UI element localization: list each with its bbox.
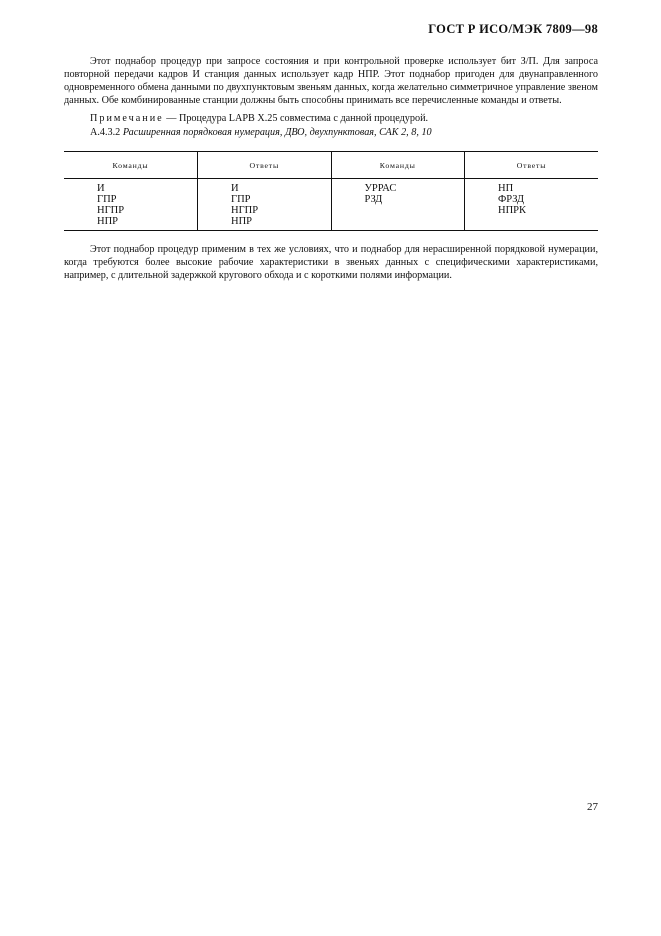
list-item: НП xyxy=(498,183,514,194)
list-item: РЗД xyxy=(364,194,383,205)
paragraph-1: Этот поднабор процедур при запросе состояния и при контрольной проверке использует бит З/П. Для запроса повторной передачи кадров И станция данных использует кадр НПР. Этот поднабор пригоден для двунаправленного одновременного обмена данными по двухпунктовым звеньям данных, когда желательно симметричное управление звеном данных. Обе комбинированные станции должны быть способны принимать все перечисленные команды и ответы. xyxy=(64,56,598,106)
responses-cell-1 xyxy=(198,179,332,231)
commands-cell-2 xyxy=(331,179,465,231)
commands-responses-table xyxy=(64,151,598,231)
section-number: А.4.3.2 xyxy=(90,127,121,138)
document-header: ГОСТ Р ИСО/МЭК 7809—98 xyxy=(428,22,598,36)
header-commands-2: Команды xyxy=(331,152,465,179)
responses-cell-2 xyxy=(465,179,599,231)
list-item: НПРК xyxy=(498,205,527,216)
list-item: И xyxy=(231,183,239,194)
list-item: НГПР xyxy=(231,205,259,216)
paragraph-2: Этот поднабор процедур применим в тех же условиях, что и поднабор для нерасширенной порядковой нумерации, когда требуются более высокие рабочие характеристики в звеньях данных с специфическими характеристиками, например, с длительной задержкой кругового обхода и с короткими полями информации. xyxy=(64,244,598,281)
list-item: НГПР xyxy=(97,205,125,216)
header-responses-1: Ответы xyxy=(198,152,332,179)
commands-cell-1 xyxy=(64,179,198,231)
list-item: И xyxy=(97,183,105,194)
list-item: ГПР xyxy=(231,194,251,205)
list-item: ГПР xyxy=(97,194,117,205)
note-text: — Процедура LAPB X.25 совместима с данной процедурой. xyxy=(163,113,429,124)
list-item: НПР xyxy=(97,216,119,227)
section-heading xyxy=(64,126,598,139)
table-row xyxy=(64,179,598,231)
note xyxy=(64,112,598,125)
page-number: 27 xyxy=(587,801,598,813)
section-title: Расширенная порядковая нумерация, ДВО, двухпунктовая, САК 2, 8, 10 xyxy=(122,127,432,138)
list-item: УРРАС xyxy=(364,183,397,194)
note-label: Примечание xyxy=(90,113,164,124)
list-item: НПР xyxy=(231,216,253,227)
page-content xyxy=(64,55,598,282)
header-responses-2: Ответы xyxy=(465,152,599,179)
header-commands-1: Команды xyxy=(64,152,198,179)
list-item: ФРЗД xyxy=(498,194,525,205)
table-header-row xyxy=(64,152,598,179)
